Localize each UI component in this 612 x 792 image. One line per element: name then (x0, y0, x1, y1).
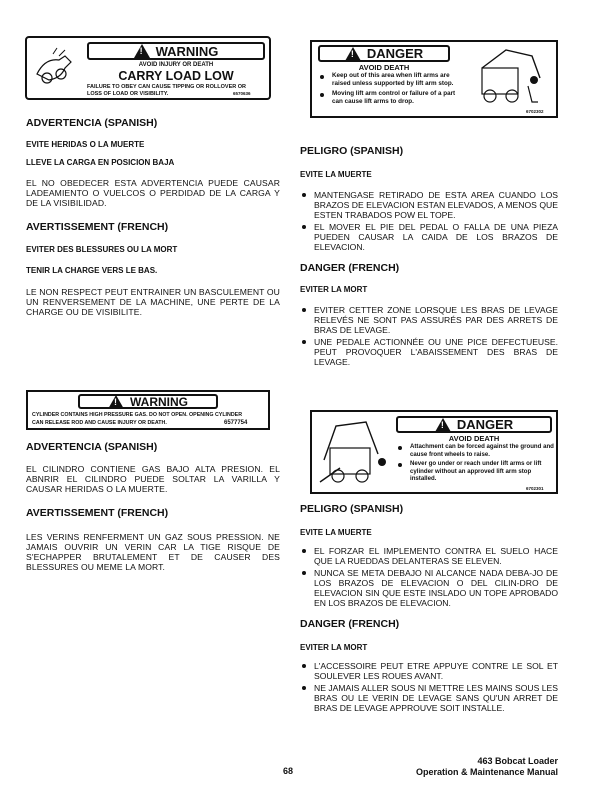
list-danger-2 (300, 661, 558, 715)
danger-title: AVOID DEATH (448, 434, 500, 443)
footer-manual: Operation & Maintenance Manual (415, 767, 558, 777)
alert-triangle-icon (108, 395, 124, 409)
heading-avertissement: AVERTISSEMENT (FRENCH) (26, 221, 169, 233)
list-peligro (300, 190, 558, 254)
danger-header: ! DANGER (396, 416, 552, 433)
sub-evite-muerte: EVITE LA MUERTE (300, 170, 372, 179)
footer-model: 463 Bobcat Loader (477, 756, 558, 766)
list-item: UNE PEDALE ACTIONNÉE OU UNE PICE DEFECTUEUSE. PEUT PROVOQUER L'ABAISSEMENT DES BRAS DE LEVAGE. (300, 337, 558, 367)
sub-eviter-mort-2: EVITER LA MORT (300, 643, 368, 652)
loader-tipping-illustration (31, 44, 79, 92)
heading-avertissement-2: AVERTISSEMENT (FRENCH) (26, 507, 169, 519)
sub-evite-muerte-2: EVITE LA MUERTE (300, 528, 372, 537)
list-item: EL MOVER EL PIE DEL PEDAL O FALLA DE UNA PIEZA PUEDEN CAUSAR LA CAIDA DE LOS BRAZOS DE ELEVACION. (300, 222, 558, 252)
heading-peligro: PELIGRO (SPANISH) (300, 145, 404, 157)
warning-line3: FAILURE TO OBEY CAN CAUSE TIPPING OR ROLLOVER OR LOSS OF LOAD OR VISIBILITY. (87, 84, 247, 97)
danger-label-attachment (310, 410, 558, 494)
danger-bullets (396, 443, 554, 485)
danger-bullet: Moving lift arm control or failure of a part can cause lift arms to drop. (318, 90, 458, 106)
warning-header: ! WARNING (78, 394, 218, 409)
heading-advertencia: ADVERTENCIA (SPANISH) (26, 117, 158, 129)
danger-title: AVOID DEATH (358, 63, 410, 72)
sub-evite-heridas: EVITE HERIDAS O LA MUERTE (26, 140, 145, 149)
warning-line2: CARRY LOAD LOW (118, 69, 234, 83)
danger-bullets (318, 72, 458, 108)
warning-line1: AVOID INJURY OR DEATH (138, 62, 214, 68)
para-advertencia: EL NO OBEDECER ESTA ADVERTENCIA PUEDE CAUSAR LADEAMIENTO O VUELCOS O PERDIDAD DE LA CARGA Y DE LA VISIBILIDAD. (26, 178, 280, 208)
para-avertissement: LE NON RESPECT PEUT ENTRAINER UN BASCULEMENT OU UN RENVERSEMENT DE LA MACHINE, UNE PERTE DE LA CHARGE OU DE VISIBILITE. (26, 287, 280, 317)
label-code: 6702302 (526, 109, 544, 114)
sub-tenir-charge: TENIR LA CHARGE VERS LE BAS. (26, 266, 158, 275)
list-item: EVITER CETTER ZONE LORSQUE LES BRAS DE LEVAGE RELEVÉS NE SONT PAS ASSURÉS PAR DES ARRETS DE BRAS DE LEVAGE. (300, 305, 558, 335)
alert-triangle-icon (435, 418, 451, 432)
warning-line1: CYLINDER CONTAINS HIGH PRESSURE GAS. DO NOT OPEN. OPENING CYLINDER (32, 412, 243, 418)
para-avertissement-2: LES VERINS RENFERMENT UN GAZ SOUS PRESSION. NE JAMAIS OUVRIR UN VERIN CAR LA TIGE RISQUE DE S'ECHAPPER BRUTALEMENT ET DE CAUSER DES BLESSURES OU MEME LA MORT. (26, 532, 280, 572)
danger-bullet: Attachment can be forced against the ground and cause front wheels to raise. (396, 443, 554, 458)
label-code: 6702301 (526, 486, 544, 491)
sub-lleve-carga: LLEVE LA CARGA EN POSICION BAJA (26, 158, 175, 167)
sub-eviter-mort: EVITER LA MORT (300, 285, 368, 294)
list-item: L'ACCESSOIRE PEUT ETRE APPUYE CONTRE LE SOL ET SOULEVER LES ROUES AVANT. (300, 661, 558, 681)
list-item: EL FORZAR EL IMPLEMENTO CONTRA EL SUELO HACE QUE LA RUEDDAS DELANTERAS SE ELEVEN. (300, 546, 558, 566)
warning-label-cylinder (26, 390, 270, 430)
heading-danger: DANGER (FRENCH) (300, 262, 400, 274)
list-danger (300, 305, 558, 369)
list-item: NE JAMAIS ALLER SOUS NI METTRE LES MAINS SOUS LES BRAS OU LE VERIN DE LEVAGE SANS QU'UN ARRET DE BRAS DE LEVAGE APPROUVE SOIT INSTALLE. (300, 683, 558, 713)
list-item: NUNCA SE META DEBAJO NI ALCANCE NADA DEBA-JO DE LOS BRAZOS DE ELEVACION O DEL CILIN-DRO DE ELEVACION SIN QUE ESTE INSLADO UN TOPE APROBADO EN LOS BRAZOS DE ELEVACION. (300, 568, 558, 608)
page-number: 68 (283, 766, 294, 776)
loader-lift-arm-illustration (462, 46, 552, 106)
danger-bullet: Never go under or reach under lift arms or lift cylinder without an approved lift arm stop installed. (396, 460, 554, 483)
danger-header: ! DANGER (318, 45, 450, 62)
warning-line2: CAN RELEASE ROD AND CAUSE INJURY OR DEATH. (32, 420, 167, 426)
heading-peligro-2: PELIGRO (SPANISH) (300, 503, 404, 515)
heading-advertencia-2: ADVERTENCIA (SPANISH) (26, 441, 158, 453)
alert-triangle-icon (345, 47, 361, 61)
para-advertencia-2: EL CILINDRO CONTIENE GAS BAJO ALTA PRESION. EL ABNRIR EL CILINDRO PUEDE SOLTAR LA VARILLA Y CAUSAR HERIDAS O LA MUERTE. (26, 464, 280, 494)
list-peligro-2 (300, 546, 558, 610)
sub-eviter-blessures: EVITER DES BLESSURES OU LA MORT (26, 245, 178, 254)
loader-attachment-illustration (316, 418, 392, 490)
danger-bullet: Keep out of this area when lift arms are raised unless supported by lift arm stop. (318, 72, 458, 88)
label-code: 6577754 (224, 420, 248, 426)
warning-header: ! WARNING (87, 42, 265, 60)
alert-triangle-icon (134, 44, 150, 58)
danger-label-lift-arms (310, 40, 558, 118)
list-item: MANTENGASE RETIRADO DE ESTA AREA CUANDO LOS BRAZOS DE ELEVACION ESTAN ELEVADOS, A MENOS QUE ESTEN TRABADOS POW EL TOPE. (300, 190, 558, 220)
heading-danger-2: DANGER (FRENCH) (300, 618, 400, 630)
label-code: 6570636 (233, 91, 251, 96)
warning-label-carry-load-low (25, 36, 271, 100)
